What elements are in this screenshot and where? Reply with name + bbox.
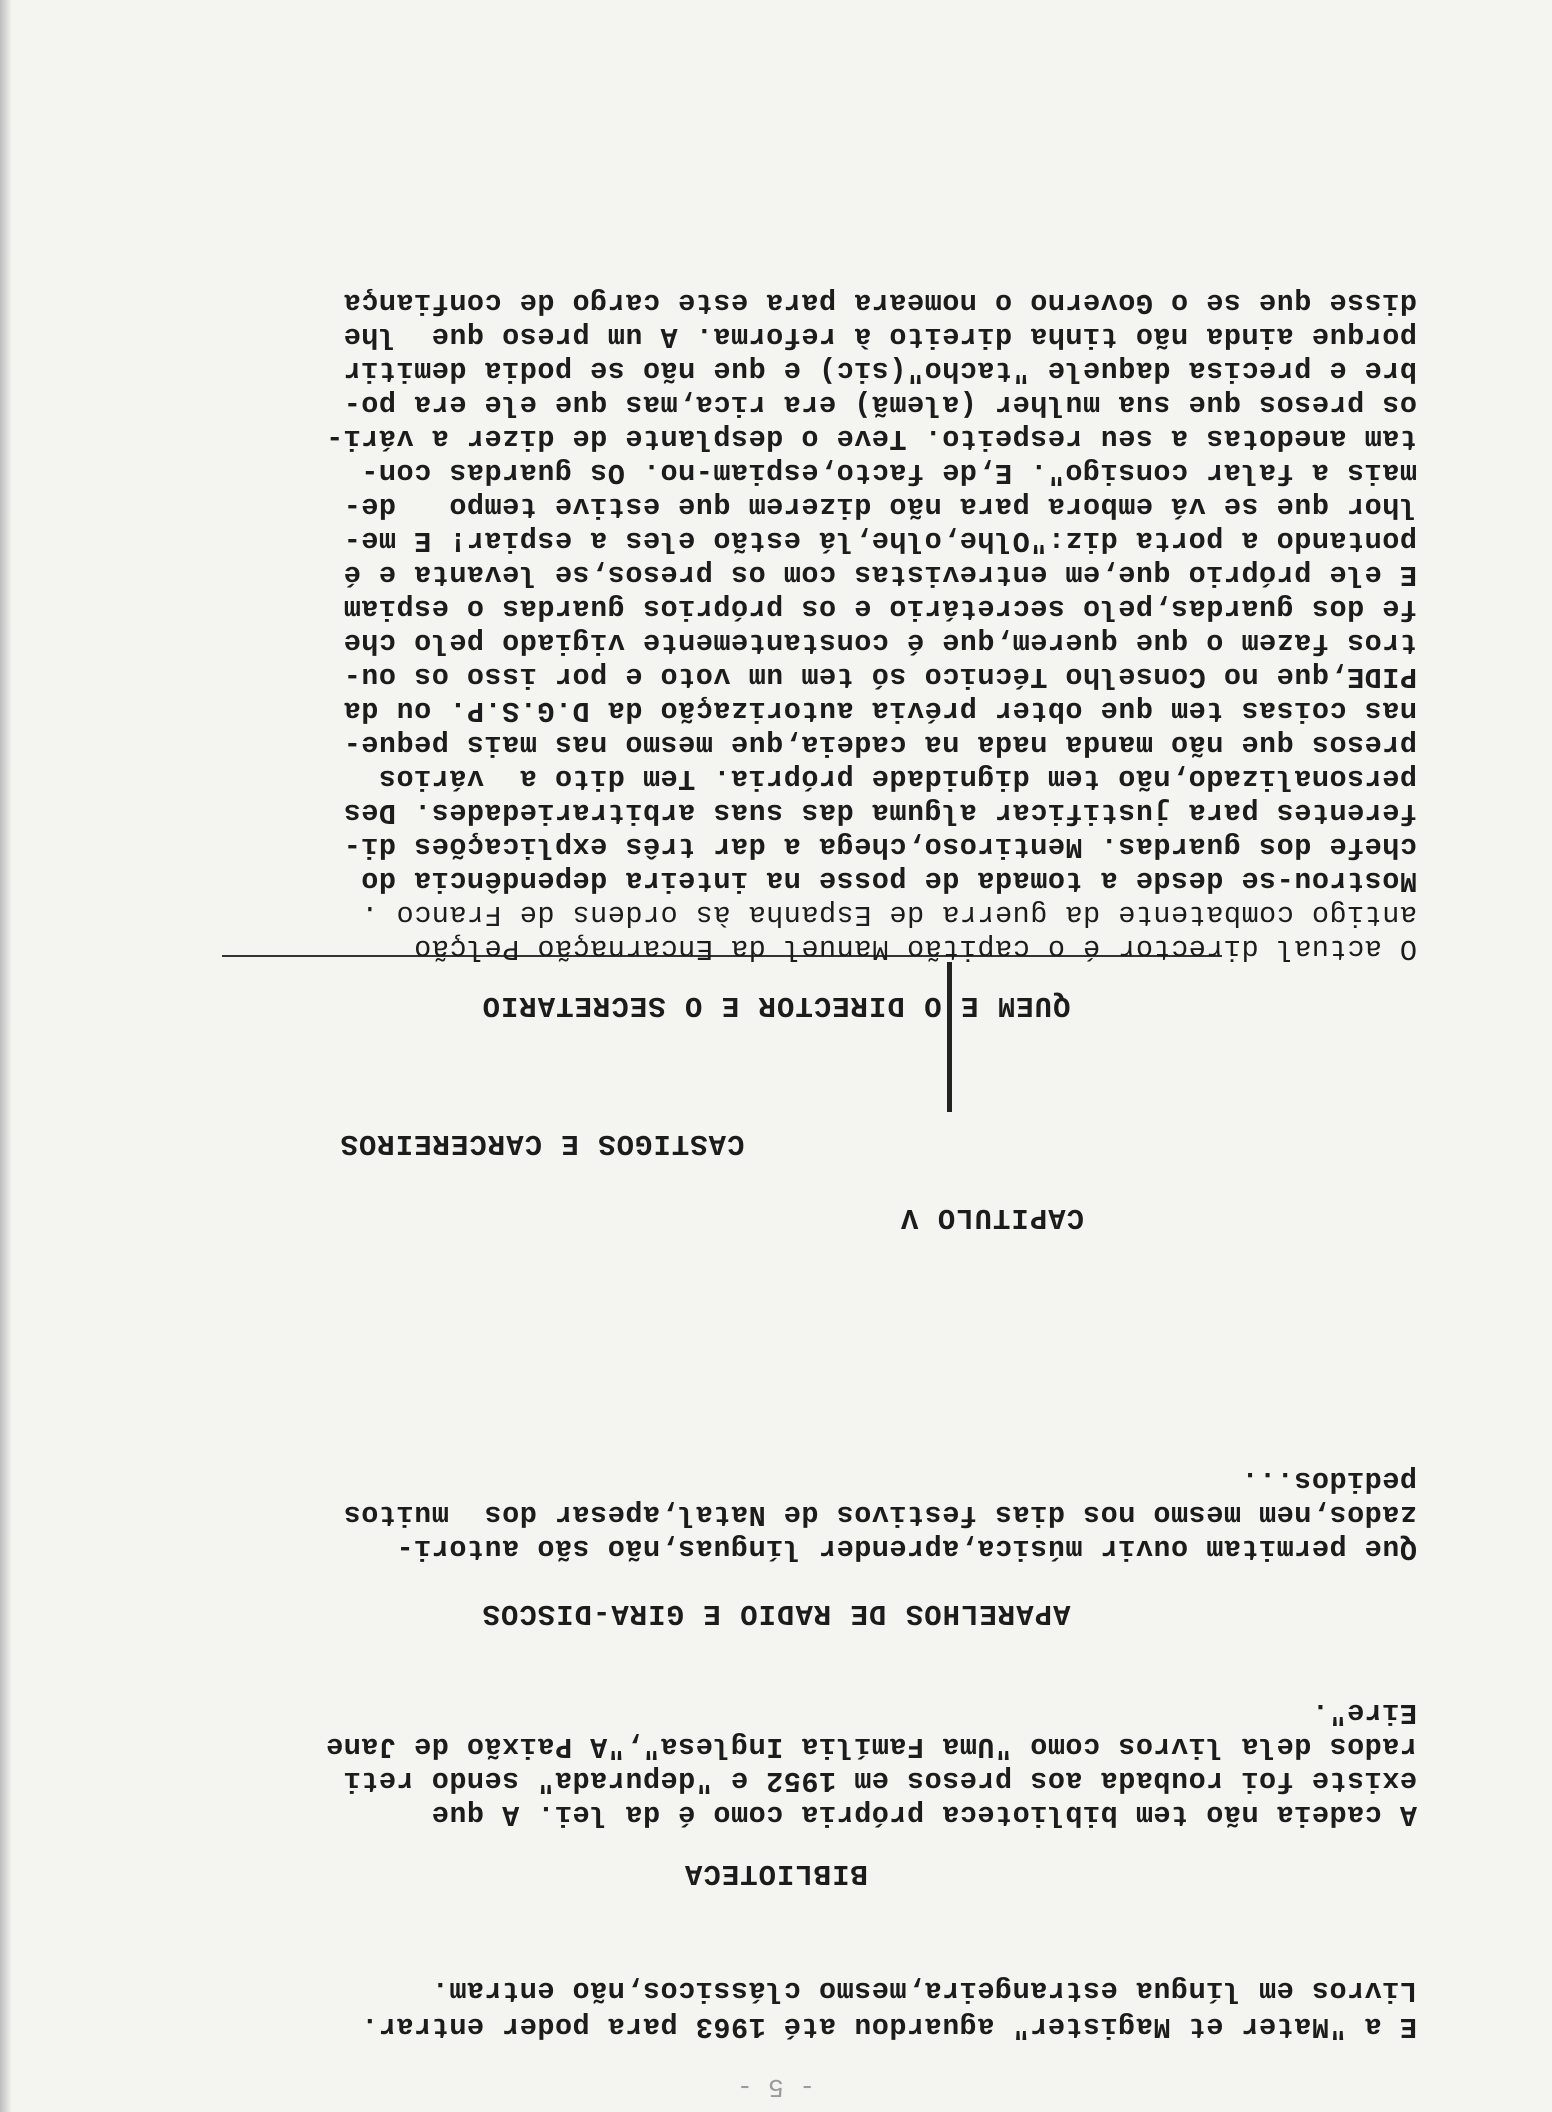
body-line: fe dos guardas,pelo secretário e os próprios guardas o espiam — [343, 592, 1417, 625]
body-line: nas coisas tem que obter prévia autorização da D.G.S.P. ou da — [343, 694, 1417, 727]
body-line: bre e precisa daquele "tacho"(sic) e que não se podia demitir — [343, 354, 1417, 387]
body-line: Que permitam ouvir música,aprender línguas,não são autori- — [396, 1532, 1417, 1565]
body-line: rados dela livros como "Uma Família Inglesa","A Paixão de Jane — [325, 1730, 1417, 1763]
body-line: tam anedotas a seu respeito. Teve o desplante de dizer a vári- — [325, 422, 1417, 455]
body-line: mais a falar consigo". E,de facto,espiam-no. Os guardas con- — [360, 456, 1417, 489]
body-line: ferentes para justificar alguma das suas arbitrariedades. Des — [343, 796, 1417, 829]
body-line: antigo combatente da guerra de Espanha às ordens de Franco . — [360, 898, 1417, 931]
body-line: tros fazem o que querem,que é constantemente vigiado pelo che — [343, 626, 1417, 659]
intro-line: Livros em língua estrangeira,mesmo clássicos,não entram. — [431, 1974, 1417, 2007]
body-line: E ele próprio que,em entrevistas com os presos,se levanta e é — [343, 558, 1417, 591]
body-line: presos que não manda nada na cadeia,que mesmo nas mais peque- — [343, 728, 1417, 761]
section-heading-aparelhos: APARELHOS DE RADIO E GIRA-DISCOS — [481, 1597, 1071, 1630]
body-line: Eire". — [1311, 1696, 1417, 1729]
body-line: O actual director é o capitão Manuel da Encarnação Pelção — [413, 932, 1417, 965]
body-line: PIDE,que no Conselho Técnico só tem um voto e por isso os ou- — [343, 660, 1417, 693]
body-line: zados,nem mesmo nos dias festivos de Natal,apesar dos muitos — [343, 1498, 1417, 1531]
body-line: personalizado,não tem dignidade própria. Tem dito a vários — [378, 762, 1417, 795]
scan-edge-shadow — [0, 0, 12, 2112]
body-line: porque ainda não tinha direito à reforma. A um preso que lhe — [343, 320, 1417, 353]
chapter-divider — [947, 962, 952, 1112]
body-line: existe foi roubada aos presos em 1952 e "depurada" sendo reti — [343, 1764, 1417, 1797]
section-heading-biblioteca: BIBLIOTECA — [683, 1857, 869, 1890]
chapter-title: CASTIGOS E CARCEREIROS — [339, 1127, 745, 1160]
body-line: disse que se o Governo o nomeara para este cargo de confiança — [343, 286, 1417, 319]
body-line: chefe dos guardas. Mentiroso,chega a dar três explicações di- — [343, 830, 1417, 863]
body-line: Mostrou-se desde a tomada de posse na inteira dependência do — [360, 864, 1417, 897]
body-line: pedidos... — [1240, 1464, 1417, 1497]
page-number: - 5 - — [737, 2072, 816, 2102]
body-line: lhor que se vá embora para não dizerem que estive tempo de- — [343, 490, 1417, 523]
chapter-number: CAPITULO V — [899, 1201, 1085, 1234]
intro-line: E a "Mater et Magister" aguardou até 1963 para poder entrar. — [360, 2010, 1417, 2043]
body-line: pontando a porta diz:"Olhe,olhe,lá estão eles a espiar! E me- — [343, 524, 1417, 557]
body-line: os presos que sua mulher (alemã) era rica,mas que ele era po- — [343, 388, 1417, 421]
body-line: A cadeia não tem biblioteca própria como é da lei. A que — [431, 1798, 1417, 1831]
section-heading-quem: QUEM E O DIRECTOR E O SECRETARIO — [481, 989, 1071, 1022]
